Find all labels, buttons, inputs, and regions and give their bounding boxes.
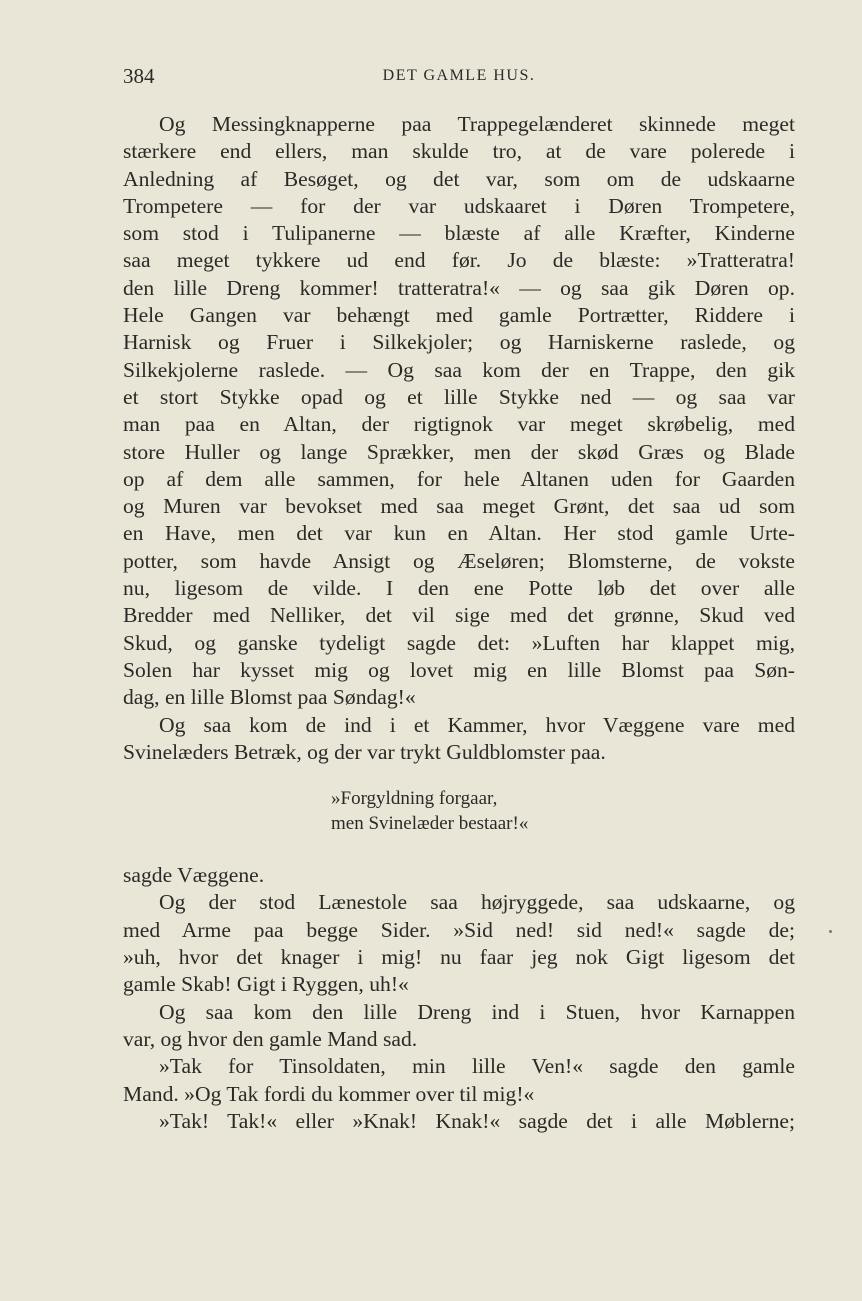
text-line: dag, en lille Blomst paa Søndag!« (123, 685, 416, 710)
verse-line: »Forgyldning forgaar, (331, 788, 498, 810)
text-line: en Have, men det var kun en Altan. Her stod gamle Urte- (123, 521, 795, 546)
verse-line: men Svinelæder bestaar!« (331, 813, 529, 835)
text-line: Anledning af Besøget, og det var, som om de udskaarne (123, 166, 795, 191)
text-line: Hele Gangen var behængt med gamle Portrætter, Riddere i (123, 303, 795, 328)
running-head: DET GAMLE HUS. (382, 67, 536, 84)
text-line: med Arme paa begge Sider. »Sid ned! sid ned!« sagde de; (123, 917, 795, 942)
page-number: 384 (123, 64, 155, 88)
text-line: »uh, hvor det knager i mig! nu faar jeg nok Gigt ligesom det (123, 945, 795, 970)
text-line: sagde Væggene. (123, 863, 265, 888)
margin-mark (829, 930, 832, 933)
text-line: Bredder med Nelliker, det vil sige med det grønne, Skud ved (123, 603, 795, 628)
text-line: stærkere end ellers, man skulde tro, at de vare polerede i (123, 139, 795, 164)
text-line: gamle Skab! Gigt i Ryggen, uh!« (123, 972, 409, 997)
text-line: Svinelæders Betræk, og der var trykt Guldblomster paa. (123, 739, 606, 764)
text-line: Og saa kom de ind i et Kammer, hvor Væggene vare med (159, 712, 795, 737)
text-line: Og der stod Lænestole saa højryggede, saa udskaarne, og (159, 890, 795, 915)
verse-block (123, 786, 795, 836)
text-line: op af dem alle sammen, for hele Altanen uden for Gaarden (123, 466, 795, 491)
text-line: Mand. »Og Tak fordi du kommer over til mig!« (123, 1081, 535, 1106)
text-line: Solen har kysset mig og lovet mig en lille Blomst paa Søn- (123, 657, 795, 682)
body-text (123, 111, 795, 1135)
text-line: Silkekjolerne raslede. — Og saa kom der en Trappe, den gik (123, 357, 795, 382)
text-line: den lille Dreng kommer! tratteratra!« — og saa gik Døren op. (123, 275, 795, 300)
text-line: saa meget tykkere ud end før. Jo de blæste: »Tratteratra! (123, 248, 795, 273)
text-line: nu, ligesom de vilde. I den ene Potte løb det over alle (123, 576, 795, 601)
text-line: »Tak for Tinsoldaten, min lille Ven!« sagde den gamle (159, 1054, 795, 1079)
text-line: Og Messingknapperne paa Trappegelænderet skinnede meget (159, 112, 795, 136)
page-header (123, 64, 795, 94)
text-line: som stod i Tulipanerne — blæste af alle Kræfter, Kinderne (123, 221, 795, 246)
text-line: potter, som havde Ansigt og Æseløren; Blomsterne, de vokste (123, 548, 795, 573)
text-line: Trompetere — for der var udskaaret i Døren Trompetere, (123, 193, 795, 218)
text-line: Harnisk og Fruer i Silkekjoler; og Harniskerne raslede, og (123, 330, 795, 355)
text-line: og Muren var bevokset med saa meget Grønt, det saa ud som (123, 494, 795, 519)
text-line: Og saa kom den lille Dreng ind i Stuen, hvor Karnappen (159, 999, 795, 1024)
text-line: store Huller og lange Sprækker, men der skød Græs og Blade (123, 439, 795, 464)
text-line: var, og hvor den gamle Mand sad. (123, 1026, 418, 1051)
text-line: et stort Stykke opad og et lille Stykke ned — og saa var (123, 384, 795, 409)
text-line: man paa en Altan, der rigtignok var meget skrøbelig, med (123, 412, 795, 437)
text-line: Skud, og ganske tydeligt sagde det: »Luften har klappet mig, (123, 630, 795, 655)
text-line: »Tak! Tak!« eller »Knak! Knak!« sagde det i alle Møblerne; (159, 1108, 795, 1133)
